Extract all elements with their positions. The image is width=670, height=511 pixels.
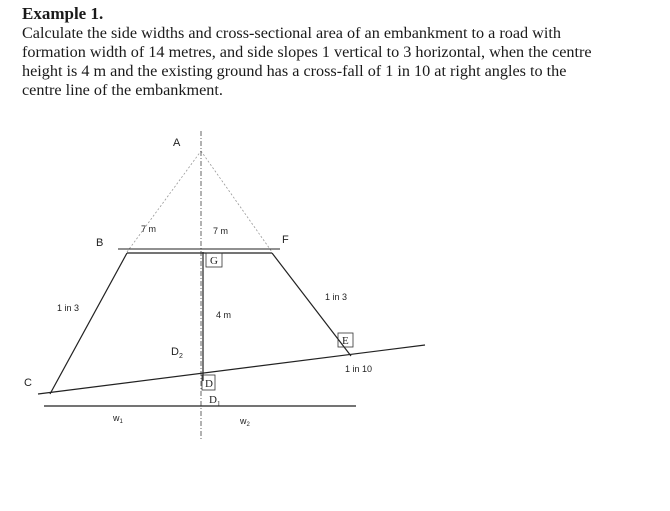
label-half-width-right: 7 m (213, 226, 229, 236)
label-d2: $D_2$ (171, 346, 183, 360)
label-a: A (173, 137, 181, 149)
label-g: G (210, 255, 218, 267)
problem-line-3: height is 4 m and the existing ground has a cross-fall of 1 in 10 at right angles to the (22, 62, 567, 80)
problem-line-2: formation width of 14 metres, and side slopes 1 vertical to 3 horizontal, when the centre (22, 43, 592, 61)
label-slope-right: 1 in 3 (325, 292, 348, 302)
construction-line-left (127, 151, 201, 252)
label-d1: $D_1$ (209, 394, 221, 408)
example-title: Example 1. (22, 4, 104, 23)
problem-line-1: Calculate the side widths and cross-sectional area of an embankment to a road with (22, 24, 561, 42)
label-e: E (342, 335, 349, 347)
label-cross-fall: 1 in 10 (345, 364, 373, 374)
label-c: C (24, 377, 32, 389)
label-f: F (282, 234, 289, 246)
problem-line-4: centre line of the embankment. (22, 81, 223, 99)
label-half-width-left: 7 m (141, 224, 157, 234)
label-height: 4 m (216, 310, 232, 320)
label-w2: $w_2$ (240, 416, 250, 428)
label-d: D (205, 378, 213, 390)
left-side-slope (50, 253, 127, 394)
right-side-slope (272, 253, 351, 356)
label-w1: $w_1$ (113, 413, 123, 425)
construction-line-right (201, 151, 272, 252)
label-b: B (96, 237, 104, 249)
label-slope-left: 1 in 3 (57, 303, 80, 313)
